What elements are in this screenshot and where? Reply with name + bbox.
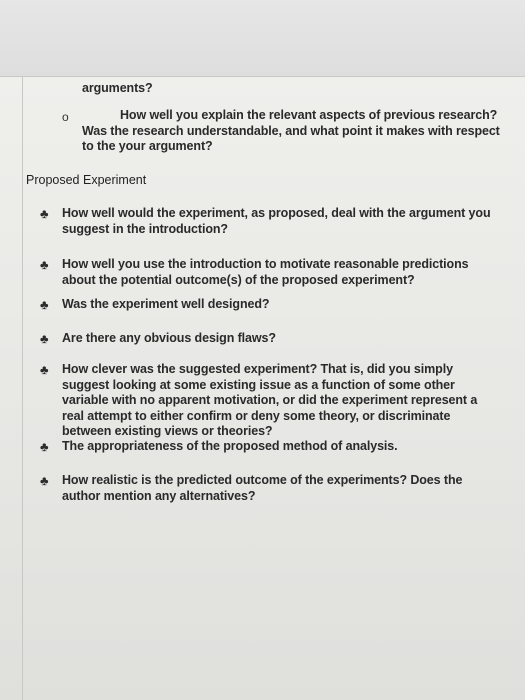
hollow-bullet-icon: o bbox=[62, 110, 69, 124]
sub-list-item-text: How well you explain the relevant aspects of previous research? Was the research understandable, and what point it makes with respect to the your argument? bbox=[82, 108, 500, 153]
page-top-edge bbox=[0, 0, 525, 78]
club-bullet-icon: ♣ bbox=[40, 473, 49, 488]
sub-list-item bbox=[62, 108, 512, 155]
list-item-text: How well would the experiment, as proposed, deal with the argument you suggest in the introduction? bbox=[62, 206, 491, 236]
club-bullet-icon: ♣ bbox=[40, 331, 49, 346]
club-bullet-icon: ♣ bbox=[40, 439, 49, 454]
list-item-text: The appropriateness of the proposed method of analysis. bbox=[62, 439, 398, 453]
club-bullet-icon: ♣ bbox=[40, 362, 49, 377]
club-bullet-icon: ♣ bbox=[40, 206, 49, 221]
list-item-text: Are there any obvious design flaws? bbox=[62, 331, 276, 345]
club-bullet-icon: ♣ bbox=[40, 257, 49, 272]
list-item-text: How well you use the introduction to motivate reasonable predictions about the potential outcome(s) of the proposed experiment? bbox=[62, 257, 469, 287]
list-item-text: Was the experiment well designed? bbox=[62, 297, 270, 311]
list-item-text: How realistic is the predicted outcome of the experiments? Does the author mention any alternatives? bbox=[62, 473, 463, 503]
list-item-text: How clever was the suggested experiment? That is, did you simply suggest looking at some existing issue as a function of some other variable with no apparent motivation, or did the experiment represent a real attempt to either confirm or deny some theory, or discriminate between existing views or theories? bbox=[62, 362, 478, 438]
section-heading: Proposed Experiment bbox=[26, 173, 147, 187]
carry-over-text: arguments? bbox=[82, 81, 153, 95]
club-bullet-icon: ♣ bbox=[40, 297, 49, 312]
